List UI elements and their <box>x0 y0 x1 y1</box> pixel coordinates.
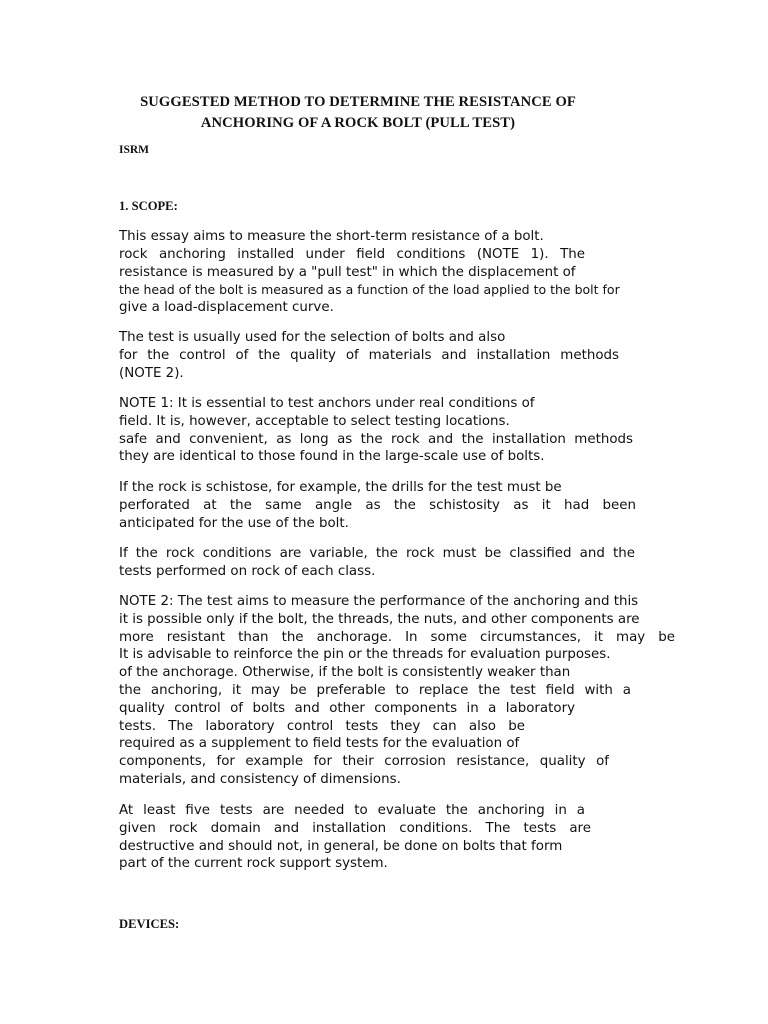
paragraph-line: for the control of the quality of materials and installation methods <box>119 347 619 363</box>
paragraph-line: part of the current rock support system. <box>119 856 388 872</box>
paragraph-line: the head of the bolt is measured as a function of the load applied to the bolt for <box>119 282 620 298</box>
paragraph-line: materials, and consistency of dimensions. <box>119 771 401 787</box>
scope-paragraph-1 <box>119 228 620 317</box>
paragraph-line: NOTE 1: It is essential to test anchors under real conditions of <box>119 396 535 411</box>
paragraph-line: more resistant than the anchorage. In some circumstances, it may be <box>119 629 675 645</box>
paragraph-line: safe and convenient, as long as the rock and the installation methods <box>119 431 633 447</box>
paragraph-line: quality control of bolts and other components in a laboratory <box>119 700 575 716</box>
paragraph-line: It is advisable to reinforce the pin or the threads for evaluation purposes. <box>119 647 611 663</box>
paragraph-line: tests performed on rock of each class. <box>119 563 376 579</box>
schistose-paragraph <box>119 479 636 532</box>
paragraph-line: NOTE 2: The test aims to measure the performance of the anchoring and this <box>119 594 639 609</box>
document-title-line-1: SUGGESTED METHOD TO DETERMINE THE RESISTANCE OF <box>140 94 576 110</box>
note-1-paragraph <box>119 395 633 466</box>
paragraph-line: destructive and should not, in general, be done on bolts that form <box>119 838 563 854</box>
paragraph-line: they are identical to those found in the large-scale use of bolts. <box>119 449 545 465</box>
paragraph-line: rock anchoring installed under field conditions (NOTE 1). The <box>119 246 585 262</box>
scope-paragraph-2 <box>119 329 619 382</box>
paragraph-line: If the rock is schistose, for example, the drills for the test must be <box>119 480 562 495</box>
paragraph-line: give a load-displacement curve. <box>119 300 334 316</box>
note-2-paragraph <box>119 593 675 789</box>
paragraph-line: tests. The laboratory control tests they can also be <box>119 718 525 734</box>
minimum-tests-paragraph <box>119 802 605 873</box>
paragraph-line: given rock domain and installation conditions. The tests are <box>119 820 591 836</box>
paragraph-line: perforated at the same angle as the schistosity as it had been <box>119 497 636 513</box>
paragraph-line: At least five tests are needed to evaluate the anchoring in a <box>119 803 585 818</box>
paragraph-line: resistance is measured by a "pull test" in which the displacement of <box>119 264 576 280</box>
paragraph-line: components, for example for their corrosion resistance, quality of <box>119 754 609 770</box>
paragraph-line: field. It is, however, acceptable to select testing locations. <box>119 413 510 429</box>
organization-label: ISRM <box>119 144 150 156</box>
paragraph-line: required as a supplement to field tests for the evaluation of <box>119 736 520 752</box>
paragraph-line: (NOTE 2). <box>119 365 184 381</box>
paragraph-line: the anchoring, it may be preferable to replace the test field with a <box>119 682 631 698</box>
devices-heading: DEVICES: <box>119 917 180 931</box>
paragraph-line: This essay aims to measure the short-term resistance of a bolt. <box>119 229 544 244</box>
scope-heading: 1. SCOPE: <box>119 199 178 213</box>
paragraph-line: The test is usually used for the selection of bolts and also <box>119 330 506 345</box>
paragraph-line: of the anchorage. Otherwise, if the bolt is consistently weaker than <box>119 665 571 681</box>
paragraph-line: it is possible only if the bolt, the threads, the nuts, and other components are <box>119 611 640 627</box>
document-title-line-2: ANCHORING OF A ROCK BOLT (PULL TEST) <box>200 115 516 131</box>
paragraph-line: anticipated for the use of the bolt. <box>119 515 349 531</box>
paragraph-line: If the rock conditions are variable, the rock must be classified and the <box>119 546 635 561</box>
variable-conditions-paragraph <box>119 545 635 581</box>
